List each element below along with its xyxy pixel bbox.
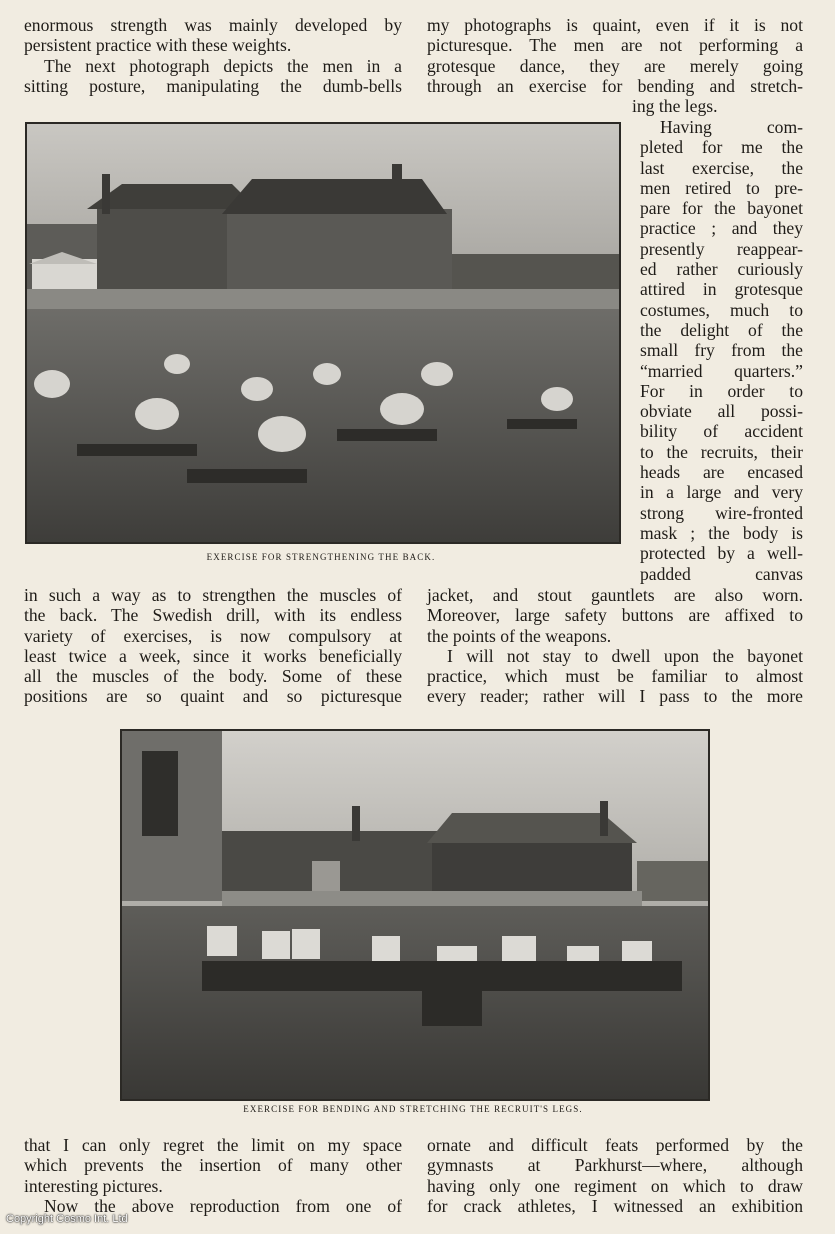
photo-legs-exercise xyxy=(120,729,710,1101)
text-line: interesting pictures. xyxy=(24,1175,163,1196)
col1-bottom-text xyxy=(24,1135,402,1216)
text-line: all the muscles of the body. Some of these xyxy=(24,666,402,687)
text-line: ing the legs. xyxy=(632,96,718,117)
text-line: I will not stay to dwell upon the bayonet xyxy=(447,645,803,666)
text-line: padded canvas xyxy=(640,563,803,584)
text-line: gymnasts at Parkhurst—where, although xyxy=(427,1155,803,1176)
text-line: The next photograph depicts the men in a xyxy=(44,55,402,76)
text-line: that I can only regret the limit on my space xyxy=(24,1135,402,1155)
col2-top-text xyxy=(427,15,803,116)
text-line: least twice a week, since it works beneficially xyxy=(24,645,402,666)
text-line: attired in grotesque xyxy=(640,279,803,300)
col2-side-text xyxy=(640,117,803,584)
text-line: practice, which must be familiar to almost xyxy=(427,666,803,687)
text-line: picturesque. The men are not performing a xyxy=(427,35,803,56)
text-line: strong wire-fronted xyxy=(640,502,803,523)
photo-back-exercise-caption: EXERCISE FOR STRENGTHENING THE BACK. xyxy=(206,552,436,562)
text-line: sitting posture, manipulating the dumb-bells xyxy=(24,75,402,96)
photo-back-exercise xyxy=(25,122,621,544)
text-line: men retired to pre- xyxy=(640,177,803,198)
text-line: enormous strength was mainly developed by xyxy=(24,15,402,35)
col2-mid-text xyxy=(427,585,803,707)
text-line: which prevents the insertion of many other xyxy=(24,1155,402,1176)
photo-back-exercise-image xyxy=(27,124,619,542)
text-line: pleted for me the xyxy=(640,137,803,158)
text-line: For in order to xyxy=(640,380,803,401)
text-line: mask ; the body is xyxy=(640,522,803,543)
copyright-watermark: Copyright Cosmo Int. Ltd xyxy=(6,1213,128,1225)
text-line: variety of exercises, is now compulsory at xyxy=(24,625,402,646)
text-line: positions are so quaint and so picturesque xyxy=(24,686,402,707)
text-line: through an exercise for bending and stretch- xyxy=(427,75,803,96)
text-line: my photographs is quaint, even if it is not xyxy=(427,15,803,35)
text-line: costumes, much to xyxy=(640,299,803,320)
col2-bottom-text xyxy=(427,1135,803,1216)
text-line: “married quarters.” xyxy=(640,360,803,381)
text-line: pare for the bayonet xyxy=(640,198,803,219)
text-line: ornate and difficult feats performed by the xyxy=(427,1135,803,1155)
text-line: Now the above reproduction from one of xyxy=(44,1195,402,1216)
text-line: Having com- xyxy=(660,117,803,137)
text-line: heads are encased xyxy=(640,462,803,483)
text-line: presently reappear- xyxy=(640,238,803,259)
text-line: having only one regiment on which to draw xyxy=(427,1175,803,1196)
text-line: the delight of the xyxy=(640,319,803,340)
text-line: jacket, and stout gauntlets are also worn. xyxy=(427,585,803,605)
text-line: last exercise, the xyxy=(640,157,803,178)
text-line: obviate all possi- xyxy=(640,401,803,422)
text-line: in such a way as to strengthen the muscles of xyxy=(24,585,402,605)
text-line: in a large and very xyxy=(640,482,803,503)
text-line: to the recruits, their xyxy=(640,441,803,462)
col1-mid-text xyxy=(24,585,402,707)
text-line: persistent practice with these weights. xyxy=(24,35,292,56)
text-line: ed rather curiously xyxy=(640,259,803,280)
text-line: grotesque dance, they are merely going xyxy=(427,55,803,76)
text-line: practice ; and they xyxy=(640,218,803,239)
text-line: bility of accident xyxy=(640,421,803,442)
photo-legs-exercise-caption: EXERCISE FOR BENDING AND STRETCHING THE RECRUIT'S LEGS. xyxy=(243,1104,583,1114)
text-line: Moreover, large safety buttons are affixed to xyxy=(427,605,803,626)
col1-top-text xyxy=(24,15,402,96)
text-line: every reader; rather will I pass to the more xyxy=(427,686,803,707)
photo-legs-exercise-image xyxy=(122,731,708,1099)
text-line: the back. The Swedish drill, with its endless xyxy=(24,605,402,626)
text-line: the points of the weapons. xyxy=(427,625,612,646)
text-line: small fry from the xyxy=(640,340,803,361)
text-line: protected by a well- xyxy=(640,543,803,564)
text-line: for crack athletes, I witnessed an exhibition xyxy=(427,1195,803,1216)
